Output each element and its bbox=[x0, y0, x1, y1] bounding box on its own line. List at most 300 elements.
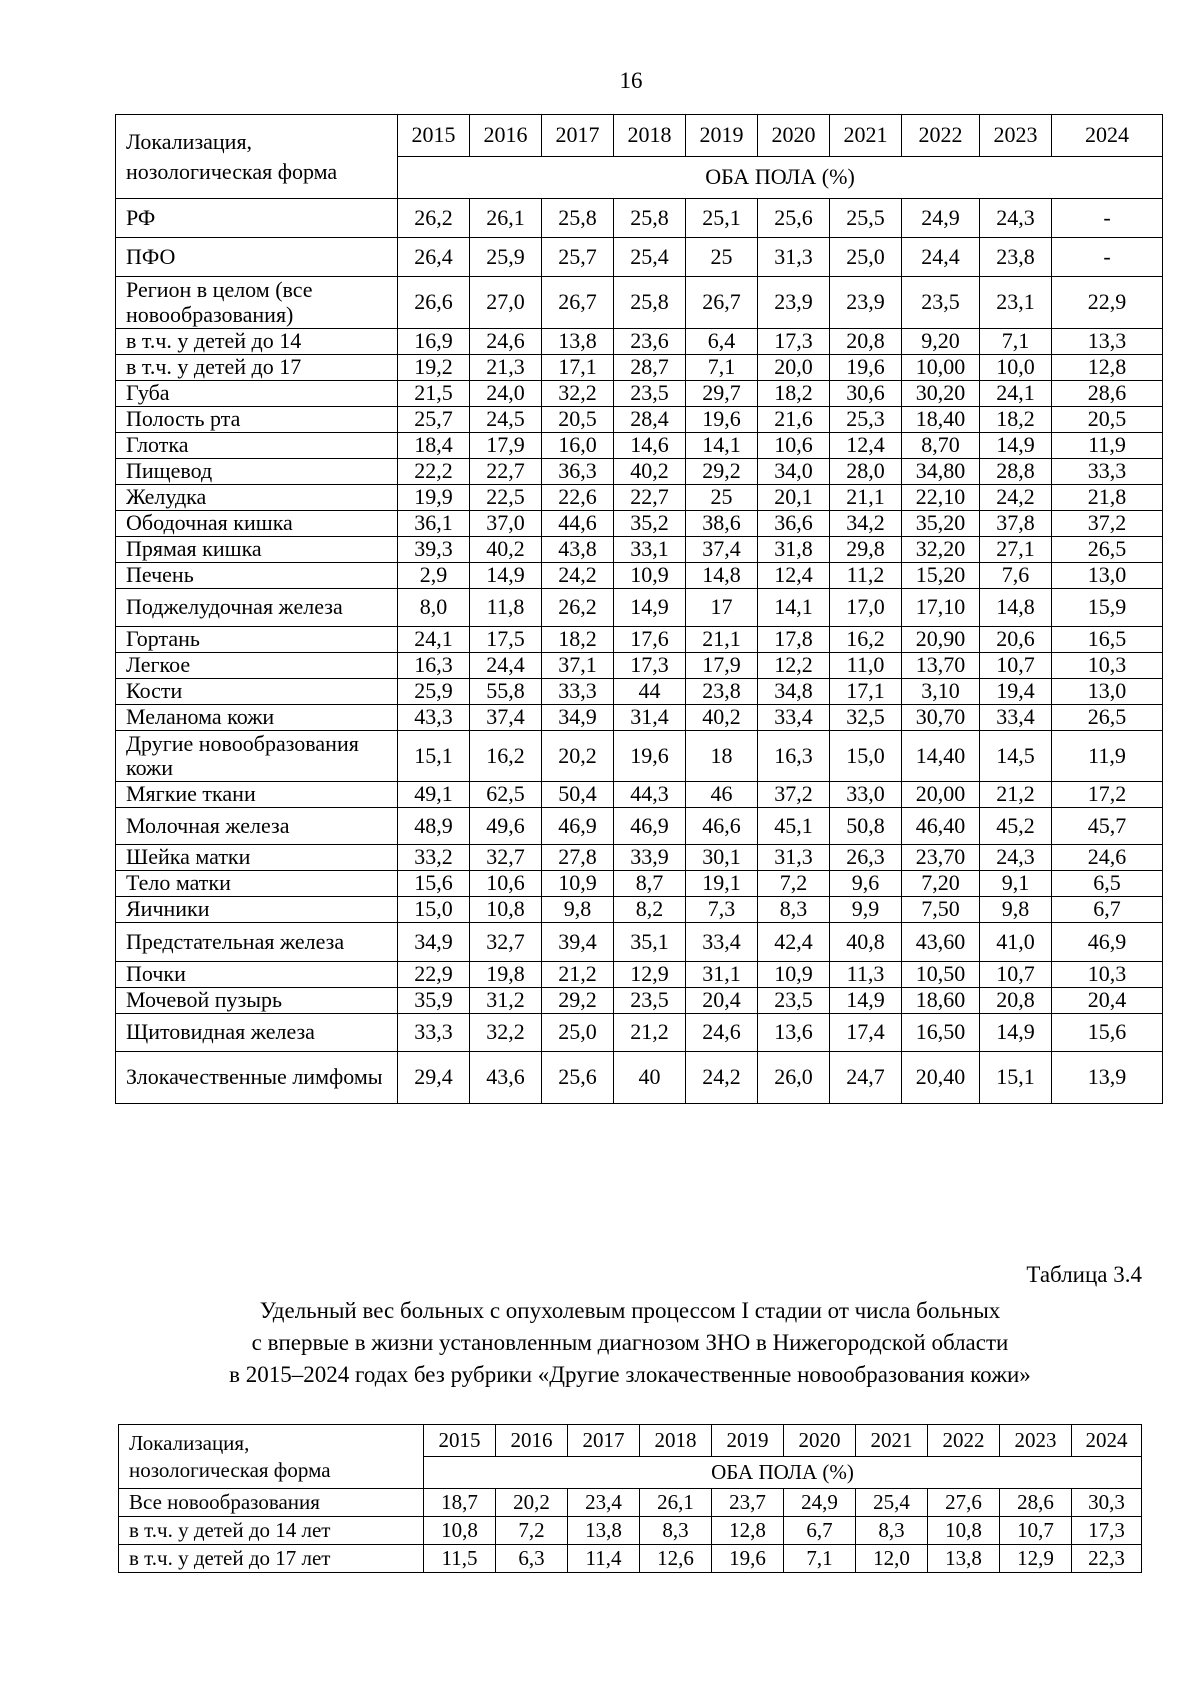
table-cell: 16,50 bbox=[902, 1014, 980, 1052]
table-cell: 10,00 bbox=[902, 355, 980, 381]
year-header: 2020 bbox=[758, 115, 830, 157]
table-cell: 46,6 bbox=[686, 808, 758, 845]
row-label: Молочная железа bbox=[116, 808, 398, 845]
table-cell: 32,2 bbox=[542, 381, 614, 407]
table-cell: 22,10 bbox=[902, 485, 980, 511]
table-cell: 26,7 bbox=[542, 277, 614, 329]
header-label: Локализация, нозологическая форма bbox=[116, 115, 398, 199]
table-cell: 39,3 bbox=[398, 537, 470, 563]
row-label: Губа bbox=[116, 381, 398, 407]
table-cell: 18,60 bbox=[902, 988, 980, 1014]
table-cell: 33,4 bbox=[758, 705, 830, 731]
table-cell: 17,9 bbox=[686, 653, 758, 679]
table-row bbox=[116, 459, 1163, 485]
table-cell: 36,6 bbox=[758, 511, 830, 537]
table-title-line: в 2015–2024 годах без рубрики «Другие злокачественные новообразования кожи» bbox=[229, 1362, 1031, 1387]
table-cell: 46,40 bbox=[902, 808, 980, 845]
table-cell: 17,8 bbox=[758, 627, 830, 653]
year-header: 2021 bbox=[830, 115, 902, 157]
table-cell: 49,6 bbox=[470, 808, 542, 845]
table-row bbox=[116, 537, 1163, 563]
year-header: 2022 bbox=[902, 115, 980, 157]
table-cell: 17,1 bbox=[830, 679, 902, 705]
row-label: Другие новообразования кожи bbox=[116, 731, 398, 782]
table-cell: 7,2 bbox=[758, 871, 830, 897]
table-cell: 20,2 bbox=[496, 1489, 568, 1517]
table-cell: 12,8 bbox=[1052, 355, 1163, 381]
row-label: в т.ч. у детей до 14 bbox=[116, 329, 398, 355]
table-cell: 43,3 bbox=[398, 705, 470, 731]
table-cell: 33,1 bbox=[614, 537, 686, 563]
table-cell: 30,70 bbox=[902, 705, 980, 731]
table-row bbox=[116, 962, 1163, 988]
table-cell: 29,2 bbox=[542, 988, 614, 1014]
row-label: в т.ч. у детей до 17 bbox=[116, 355, 398, 381]
row-label: Гортань bbox=[116, 627, 398, 653]
table-cell: 32,7 bbox=[470, 845, 542, 871]
table-cell: 25,8 bbox=[614, 199, 686, 238]
table-cell: 21,2 bbox=[980, 782, 1052, 808]
table-cell: 14,1 bbox=[686, 433, 758, 459]
table-cell: 11,8 bbox=[470, 589, 542, 627]
table-cell: 24,4 bbox=[902, 238, 980, 277]
table-cell: 31,3 bbox=[758, 238, 830, 277]
table-cell: 9,1 bbox=[980, 871, 1052, 897]
table-cell: 18,2 bbox=[980, 407, 1052, 433]
row-label: Печень bbox=[116, 563, 398, 589]
table-cell: 20,1 bbox=[758, 485, 830, 511]
table-cell: 14,1 bbox=[758, 589, 830, 627]
table-cell: 41,0 bbox=[980, 923, 1052, 962]
table-cell: 24,4 bbox=[470, 653, 542, 679]
table-cell: 20,00 bbox=[902, 782, 980, 808]
table-cell: 23,4 bbox=[568, 1489, 640, 1517]
table-cell: 34,9 bbox=[398, 923, 470, 962]
page-number: 16 bbox=[619, 68, 643, 93]
row-label: Кости bbox=[116, 679, 398, 705]
table-cell: 12,4 bbox=[830, 433, 902, 459]
table-stage-share bbox=[115, 114, 1163, 1104]
table-cell: 14,9 bbox=[980, 433, 1052, 459]
table-row bbox=[116, 653, 1163, 679]
row-label: Злокачественные лимфомы bbox=[116, 1052, 398, 1104]
table-cell: 15,6 bbox=[398, 871, 470, 897]
table-cell: 17 bbox=[686, 589, 758, 627]
table-cell: 17,10 bbox=[902, 589, 980, 627]
year-header: 2023 bbox=[980, 115, 1052, 157]
table-cell: 30,1 bbox=[686, 845, 758, 871]
table-cell: 17,3 bbox=[614, 653, 686, 679]
table-cell: 33,3 bbox=[398, 1014, 470, 1052]
row-label: в т.ч. у детей до 17 лет bbox=[119, 1545, 424, 1573]
table-cell: 15,9 bbox=[1052, 589, 1163, 627]
table-cell: 25,8 bbox=[542, 199, 614, 238]
table-cell: 7,2 bbox=[496, 1517, 568, 1545]
table-cell: 8,2 bbox=[614, 897, 686, 923]
table-cell: 13,70 bbox=[902, 653, 980, 679]
table-cell: 43,6 bbox=[470, 1052, 542, 1104]
table-row bbox=[116, 871, 1163, 897]
table-row bbox=[116, 1014, 1163, 1052]
table-row bbox=[116, 511, 1163, 537]
table-cell: 12,0 bbox=[856, 1545, 928, 1573]
table-cell: 17,1 bbox=[542, 355, 614, 381]
table-cell: 15,6 bbox=[1052, 1014, 1163, 1052]
year-header: 2024 bbox=[1052, 115, 1163, 157]
table-cell: 18,4 bbox=[398, 433, 470, 459]
year-header: 2017 bbox=[542, 115, 614, 157]
table-cell: 26,0 bbox=[758, 1052, 830, 1104]
table-cell: 25 bbox=[686, 238, 758, 277]
table-cell: 20,8 bbox=[830, 329, 902, 355]
table-cell: 13,6 bbox=[758, 1014, 830, 1052]
table-cell: 9,20 bbox=[902, 329, 980, 355]
year-header: 2015 bbox=[424, 1425, 496, 1457]
table-cell: 14,9 bbox=[830, 988, 902, 1014]
table-cell: 7,1 bbox=[784, 1545, 856, 1573]
table-cell: 15,1 bbox=[398, 731, 470, 782]
table-cell: 30,20 bbox=[902, 381, 980, 407]
table-cell: 7,20 bbox=[902, 871, 980, 897]
table-cell: 28,7 bbox=[614, 355, 686, 381]
table-cell: 17,5 bbox=[470, 627, 542, 653]
table-cell: 14,9 bbox=[614, 589, 686, 627]
table-cell: 13,9 bbox=[1052, 1052, 1163, 1104]
table-cell: 45,2 bbox=[980, 808, 1052, 845]
year-header: 2021 bbox=[856, 1425, 928, 1457]
table-cell: 14,8 bbox=[980, 589, 1052, 627]
table-cell: 21,6 bbox=[758, 407, 830, 433]
table-row bbox=[116, 589, 1163, 627]
table-cell: 23,8 bbox=[686, 679, 758, 705]
table-cell: 10,6 bbox=[470, 871, 542, 897]
year-header: 2018 bbox=[614, 115, 686, 157]
table-cell: 31,4 bbox=[614, 705, 686, 731]
table-cell: 12,2 bbox=[758, 653, 830, 679]
table-cell: 46,9 bbox=[1052, 923, 1163, 962]
table-cell: 38,6 bbox=[686, 511, 758, 537]
table-cell: 25,9 bbox=[470, 238, 542, 277]
row-label: Глотка bbox=[116, 433, 398, 459]
table-cell: 23,5 bbox=[902, 277, 980, 329]
table-cell: 10,9 bbox=[542, 871, 614, 897]
table-cell: 12,6 bbox=[640, 1545, 712, 1573]
table-cell: 25,0 bbox=[542, 1014, 614, 1052]
table-cell: 25,5 bbox=[830, 199, 902, 238]
table-cell: 32,5 bbox=[830, 705, 902, 731]
table-cell: 10,9 bbox=[614, 563, 686, 589]
table-cell: 7,6 bbox=[980, 563, 1052, 589]
table-cell: 35,9 bbox=[398, 988, 470, 1014]
table-cell: 26,3 bbox=[830, 845, 902, 871]
year-header: 2022 bbox=[928, 1425, 1000, 1457]
table-cell: 44,6 bbox=[542, 511, 614, 537]
table-cell: 11,2 bbox=[830, 563, 902, 589]
table-cell: 17,4 bbox=[830, 1014, 902, 1052]
year-header: 2016 bbox=[496, 1425, 568, 1457]
row-label: РФ bbox=[116, 199, 398, 238]
table-row bbox=[116, 199, 1163, 238]
table-cell: 15,0 bbox=[830, 731, 902, 782]
table-cell: 9,8 bbox=[542, 897, 614, 923]
table-cell: 19,6 bbox=[686, 407, 758, 433]
table-cell: 24,3 bbox=[980, 199, 1052, 238]
table-cell: 25 bbox=[686, 485, 758, 511]
table-cell: 33,2 bbox=[398, 845, 470, 871]
table-cell: 17,3 bbox=[758, 329, 830, 355]
table-cell: 10,3 bbox=[1052, 962, 1163, 988]
table-row bbox=[116, 277, 1163, 329]
table-cell: 14,5 bbox=[980, 731, 1052, 782]
table-cell: 46,9 bbox=[542, 808, 614, 845]
year-header: 2024 bbox=[1072, 1425, 1142, 1457]
year-header: 2020 bbox=[784, 1425, 856, 1457]
row-label: Щитовидная железа bbox=[116, 1014, 398, 1052]
table-cell: 24,0 bbox=[470, 381, 542, 407]
table-cell: 25,0 bbox=[830, 238, 902, 277]
table-cell: 22,9 bbox=[1052, 277, 1163, 329]
table-row bbox=[116, 988, 1163, 1014]
table-cell: 16,3 bbox=[398, 653, 470, 679]
table-cell: 23,5 bbox=[614, 381, 686, 407]
table-cell: 24,6 bbox=[470, 329, 542, 355]
table-cell: 24,6 bbox=[686, 1014, 758, 1052]
table-cell: 43,60 bbox=[902, 923, 980, 962]
table-cell: 19,6 bbox=[614, 731, 686, 782]
table-cell: 9,9 bbox=[830, 897, 902, 923]
table-cell: 37,1 bbox=[542, 653, 614, 679]
table-cell: 16,3 bbox=[758, 731, 830, 782]
year-header: 2016 bbox=[470, 115, 542, 157]
table-cell: 26,1 bbox=[640, 1489, 712, 1517]
table-cell: 20,40 bbox=[902, 1052, 980, 1104]
table-cell: 12,9 bbox=[1000, 1545, 1072, 1573]
table-cell: 45,7 bbox=[1052, 808, 1163, 845]
year-header: 2019 bbox=[712, 1425, 784, 1457]
table-cell: 21,1 bbox=[686, 627, 758, 653]
table-cell: 40,2 bbox=[470, 537, 542, 563]
table-cell: 29,4 bbox=[398, 1052, 470, 1104]
table-cell: 28,6 bbox=[1052, 381, 1163, 407]
table-cell: 27,1 bbox=[980, 537, 1052, 563]
table-cell: 10,6 bbox=[758, 433, 830, 459]
row-label: Ободочная кишка bbox=[116, 511, 398, 537]
table-cell: 25,4 bbox=[856, 1489, 928, 1517]
table-cell: 8,0 bbox=[398, 589, 470, 627]
table-cell: 33,4 bbox=[980, 705, 1052, 731]
table-cell: 28,6 bbox=[1000, 1489, 1072, 1517]
table-cell: 34,9 bbox=[542, 705, 614, 731]
table-cell: 19,4 bbox=[980, 679, 1052, 705]
table-cell: 19,9 bbox=[398, 485, 470, 511]
table-cell: 11,5 bbox=[424, 1545, 496, 1573]
table-cell: 36,3 bbox=[542, 459, 614, 485]
table-cell: 21,2 bbox=[542, 962, 614, 988]
table-cell: 35,20 bbox=[902, 511, 980, 537]
row-label: в т.ч. у детей до 14 лет bbox=[119, 1517, 424, 1545]
table-cell: 20,90 bbox=[902, 627, 980, 653]
table-cell: 44 bbox=[614, 679, 686, 705]
table-cell: 29,8 bbox=[830, 537, 902, 563]
table-cell: 25,7 bbox=[398, 407, 470, 433]
table-cell: 12,9 bbox=[614, 962, 686, 988]
table-cell: 8,70 bbox=[902, 433, 980, 459]
table-cell: 35,1 bbox=[614, 923, 686, 962]
table-cell: 22,5 bbox=[470, 485, 542, 511]
table-cell: 10,7 bbox=[980, 653, 1052, 679]
row-label: Меланома кожи bbox=[116, 705, 398, 731]
table-cell: 14,40 bbox=[902, 731, 980, 782]
table-cell: 25,4 bbox=[614, 238, 686, 277]
table-cell: 6,7 bbox=[1052, 897, 1163, 923]
table-cell: 20,4 bbox=[686, 988, 758, 1014]
table-cell: 40 bbox=[614, 1052, 686, 1104]
table-cell: 17,0 bbox=[830, 589, 902, 627]
table-cell: 37,2 bbox=[1052, 511, 1163, 537]
table-cell: 19,6 bbox=[712, 1545, 784, 1573]
table-cell: 48,9 bbox=[398, 808, 470, 845]
row-label: Прямая кишка bbox=[116, 537, 398, 563]
table-cell: 14,8 bbox=[686, 563, 758, 589]
table-cell: 34,80 bbox=[902, 459, 980, 485]
table-cell: 31,8 bbox=[758, 537, 830, 563]
table-cell: 40,2 bbox=[686, 705, 758, 731]
table-row bbox=[116, 731, 1163, 782]
table-cell: 24,1 bbox=[980, 381, 1052, 407]
table-cell: 37,8 bbox=[980, 511, 1052, 537]
table-cell: 35,2 bbox=[614, 511, 686, 537]
table-cell: 7,1 bbox=[686, 355, 758, 381]
table-row bbox=[116, 407, 1163, 433]
table-cell: 8,3 bbox=[640, 1517, 712, 1545]
table-cell: 9,8 bbox=[980, 897, 1052, 923]
table-cell: 15,1 bbox=[980, 1052, 1052, 1104]
table-cell: 15,20 bbox=[902, 563, 980, 589]
table-row bbox=[116, 705, 1163, 731]
year-header: 2015 bbox=[398, 115, 470, 157]
table-cell: 7,3 bbox=[686, 897, 758, 923]
table-cell: 19,1 bbox=[686, 871, 758, 897]
table-cell: 12,4 bbox=[758, 563, 830, 589]
table-cell: 40,2 bbox=[614, 459, 686, 485]
table-cell: 13,8 bbox=[568, 1517, 640, 1545]
table-title bbox=[115, 1295, 1145, 1391]
table-cell: 45,1 bbox=[758, 808, 830, 845]
table-cell: 32,20 bbox=[902, 537, 980, 563]
table-cell: 36,1 bbox=[398, 511, 470, 537]
table-cell: 21,1 bbox=[830, 485, 902, 511]
table-cell: 28,4 bbox=[614, 407, 686, 433]
header-row bbox=[116, 115, 1163, 157]
table-cell: 31,3 bbox=[758, 845, 830, 871]
table-cell: 12,8 bbox=[712, 1517, 784, 1545]
table-cell: 10,50 bbox=[902, 962, 980, 988]
table-cell: 50,4 bbox=[542, 782, 614, 808]
table-cell: 25,6 bbox=[758, 199, 830, 238]
table-cell: 24,7 bbox=[830, 1052, 902, 1104]
table-cell: 6,4 bbox=[686, 329, 758, 355]
table-cell: 30,3 bbox=[1072, 1489, 1142, 1517]
row-label: Все новообразования bbox=[119, 1489, 424, 1517]
table-cell: 10,8 bbox=[424, 1517, 496, 1545]
table-cell: 22,3 bbox=[1072, 1545, 1142, 1573]
row-label: Тело матки bbox=[116, 871, 398, 897]
table-cell: 10,8 bbox=[470, 897, 542, 923]
table-cell: 17,2 bbox=[1052, 782, 1163, 808]
year-header: 2017 bbox=[568, 1425, 640, 1457]
table-cell: 23,9 bbox=[758, 277, 830, 329]
table-row bbox=[116, 238, 1163, 277]
table-cell: 32,2 bbox=[470, 1014, 542, 1052]
table-cell: 16,2 bbox=[470, 731, 542, 782]
table-cell: 16,5 bbox=[1052, 627, 1163, 653]
table-cell: 11,9 bbox=[1052, 433, 1163, 459]
year-header: 2018 bbox=[640, 1425, 712, 1457]
table-cell: 24,2 bbox=[542, 563, 614, 589]
row-label: Мочевой пузырь bbox=[116, 988, 398, 1014]
table-cell: 11,3 bbox=[830, 962, 902, 988]
table-cell: 33,3 bbox=[1052, 459, 1163, 485]
table-row bbox=[116, 1052, 1163, 1104]
table-row bbox=[116, 923, 1163, 962]
table-row bbox=[116, 563, 1163, 589]
table-row bbox=[116, 355, 1163, 381]
table-cell: 33,0 bbox=[830, 782, 902, 808]
table-row bbox=[116, 329, 1163, 355]
table-cell: 25,3 bbox=[830, 407, 902, 433]
table-cell: 33,9 bbox=[614, 845, 686, 871]
table-row bbox=[116, 845, 1163, 871]
table-cell: 33,3 bbox=[542, 679, 614, 705]
table-cell: 14,6 bbox=[614, 433, 686, 459]
table-cell: 23,9 bbox=[830, 277, 902, 329]
table-cell: 22,9 bbox=[398, 962, 470, 988]
table-cell: 37,4 bbox=[470, 705, 542, 731]
table-cell: 6,5 bbox=[1052, 871, 1163, 897]
table-cell: 2,9 bbox=[398, 563, 470, 589]
table-cell: 31,2 bbox=[470, 988, 542, 1014]
table-cell: 9,6 bbox=[830, 871, 902, 897]
table-cell: 6,3 bbox=[496, 1545, 568, 1573]
table-cell: 37,0 bbox=[470, 511, 542, 537]
table-cell: 13,8 bbox=[542, 329, 614, 355]
table-cell: 26,1 bbox=[470, 199, 542, 238]
table-row bbox=[116, 485, 1163, 511]
table-cell: 23,6 bbox=[614, 329, 686, 355]
table-cell: 11,4 bbox=[568, 1545, 640, 1573]
table-cell: 14,9 bbox=[980, 1014, 1052, 1052]
table-cell: 10,7 bbox=[980, 962, 1052, 988]
table-cell: 13,8 bbox=[928, 1545, 1000, 1573]
table-cell: - bbox=[1052, 199, 1163, 238]
table-cell: 23,7 bbox=[712, 1489, 784, 1517]
table-cell: 27,0 bbox=[470, 277, 542, 329]
table-number: Таблица 3.4 bbox=[1026, 1262, 1142, 1287]
table-cell: 21,8 bbox=[1052, 485, 1163, 511]
table-cell: 11,0 bbox=[830, 653, 902, 679]
table-cell: 28,8 bbox=[980, 459, 1052, 485]
table-row bbox=[119, 1489, 1142, 1517]
table-cell: 13,0 bbox=[1052, 679, 1163, 705]
table-cell: 8,3 bbox=[856, 1517, 928, 1545]
table-cell: 39,4 bbox=[542, 923, 614, 962]
table-cell: 24,1 bbox=[398, 627, 470, 653]
table-cell: 26,6 bbox=[398, 277, 470, 329]
table-cell: 31,1 bbox=[686, 962, 758, 988]
row-label: Яичники bbox=[116, 897, 398, 923]
table-cell: 24,2 bbox=[980, 485, 1052, 511]
table-cell: 34,8 bbox=[758, 679, 830, 705]
